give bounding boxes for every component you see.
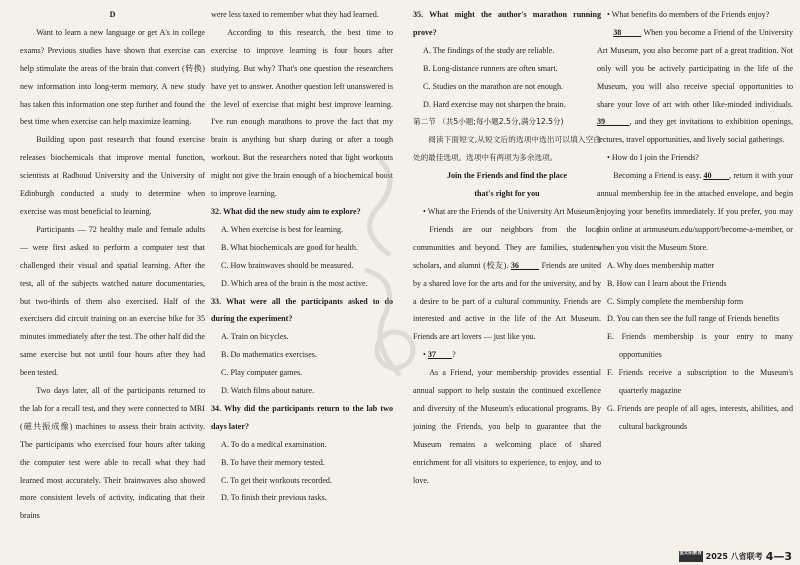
question-34-stem: 34. Why did the participants return to the lab two days later? — [211, 403, 393, 431]
p4-text-pre: Becoming a Friend is easy. — [613, 171, 704, 181]
p4-text-post: , return it with your annual membership fee in the attached envelope, and begin enjoying your benefits immediately. If you prefer, you may join online at artmuseum.edu/support/become-a-member, or when you visit the Museum Store. — [597, 171, 794, 252]
paragraph-3: Participants — 72 healthy male and female adults — were first asked to perform a computer test that challenged their visual and spatial learning. After the test, all of the subjects watched nature documentaries, but two-thirds of them also exercised. Half of the exercisers did circuit training on an exercise bike for 35 minutes immediately after the test. The other half did the same exercise but not until four hours after they had been tested. — [20, 224, 205, 378]
bullet-dot: • — [423, 350, 428, 360]
right-column-a — [413, 6, 601, 489]
q33-option-c: C. Play computer games. — [221, 368, 303, 378]
choice-b: B. How can I learn about the Friends — [607, 278, 727, 288]
choice-g: G. Friends are people of all ages, interests, abilities, and cultural backgrounds — [607, 403, 793, 431]
left-column — [20, 6, 205, 525]
blank-40[interactable]: 40 — [703, 171, 730, 181]
q35-option-b: B. Long-distance runners are often smart. — [423, 63, 558, 73]
q35-option-a: A. The findings of the study are reliable. — [423, 45, 555, 55]
p3-text-b: , and they get invitations to exhibition openings, lectures, travel opportunities, and lively social gatherings. — [597, 117, 793, 145]
page-number: 4—3 — [765, 550, 792, 563]
question-mark: ? — [452, 350, 456, 360]
q33-option-b: B. Do mathematics exercises. — [221, 350, 317, 360]
bullet-heading-1: • What are the Friends of the University Art Museum? — [423, 206, 599, 216]
friends-paragraph-4 — [597, 167, 793, 257]
p1-text-pre: Friends are our neighbors from the local communities and beyond. They are families, students, scholars, and alumni (校友). — [413, 224, 601, 270]
q32-option-a: A. When exercise is best for learning. — [221, 224, 344, 234]
bullet-heading-37 — [413, 346, 601, 364]
section-instructions: 阅读下面短文,从短文后的选项中选出可以填入空白处的最佳选项。选项中有两项为多余选项。 — [413, 135, 601, 163]
paragraph-4: Two days later, all of the participants returned to the lab for a recall test, and they were connected to MRI (磁共振成像) machines to assess their brain activity. The participants who exercised four hours after taking the computer test were able to recall what they had learned most accurately. Their brainwaves also showed more consistent levels of activity, indicating that their brains — [20, 386, 205, 521]
paragraph-1: Want to learn a new language or get A's in college exams? Previous studies have shown that exercise can help stimulate the areas of the brain that convert (转换) new information into long-term memory. A new study has taken this information one step further and found the best time when exercise can help maximize learning. — [20, 27, 205, 127]
paragraph-5: were less taxed to remember what they had learned. — [211, 10, 379, 19]
exam-label: 2025 八省联考 — [705, 552, 763, 561]
right-column-b — [597, 6, 793, 436]
paragraph-2: Building upon past research that found exercise releases biochemicals that improve mental function, scientists at Radboud University and the University of Edinburgh conducted a study to determine when exercise was most beneficial to learning. — [20, 135, 205, 216]
friends-paragraph-2: As a Friend, your membership provides essential annual support to help sustain the continued excellence and diversity of the Museum's educational programs. By joining the Friends, you help to guarantee that the Museum remains a welcoming place of shared enrichment for all visitors to experience, to enjoy, and to love. — [413, 368, 601, 485]
choice-d: D. You can then see the full range of Friends benefits — [607, 314, 780, 324]
q34-option-c: C. To get their workouts recorded. — [221, 475, 332, 485]
q34-option-d: D. To finish their previous tasks. — [221, 493, 327, 503]
q32-option-b: B. What biochemicals are good for health. — [221, 242, 358, 252]
passage-title-line-1: Join the Friends and find the place — [446, 171, 568, 181]
middle-column — [211, 6, 393, 507]
p1-text-post: Friends are united by a shared love for the arts and for the university, and by a desire to be part of a cultural community. Friends are interested and active in the life of the Art Museum. Friends are art lovers — just like you. — [413, 260, 602, 342]
blank-39[interactable]: 39 — [597, 117, 630, 127]
q34-option-a: A. To do a medical examination. — [221, 439, 327, 449]
section-letter: D — [109, 10, 116, 19]
blank-37[interactable]: 37 — [427, 350, 453, 360]
question-32-stem: 32. What did the new study aim to explore? — [211, 206, 361, 216]
friends-paragraph-3 — [597, 24, 793, 149]
section-heading: 第二节 （共5小题;每小题2.5分,满分12.5分) — [413, 117, 564, 127]
q34-option-b: B. To have their memory tested. — [221, 457, 325, 467]
passage-title-line-2: that's right for you — [474, 189, 540, 199]
publisher-logo-icon: 金太阳教育 — [679, 551, 703, 562]
paragraph-6: According to this research, the best time to exercise to improve learning is four hours after studying. But why? That's one question the researchers have yet to answer. Another question left unanswered is the level of exercise that might best improve learning. I've run enough marathons to prove the fact that my brain is anything but sharp during or after a tough workout. But the researchers noted that light workouts might not give the brain enough of a biochemical boost to improve learning. — [211, 27, 393, 199]
friends-paragraph-1 — [413, 221, 601, 346]
q32-option-d: D. Which area of the brain is the most active. — [221, 278, 368, 288]
blank-38[interactable]: 38 — [613, 27, 642, 37]
choice-e: E. Friends membership is your entry to many opportunities — [607, 332, 793, 360]
bullet-heading-2: • What benefits do members of the Friends enjoy? — [607, 10, 770, 19]
question-33-stem: 33. What were all the participants asked to do during the experiment? — [211, 296, 393, 324]
q32-option-c: C. How brainwaves should be measured. — [221, 260, 354, 270]
q33-option-a: A. Train on bicycles. — [221, 332, 289, 342]
bullet-heading-3: • How do I join the Friends? — [607, 153, 699, 163]
p3-text-a: When you become a Friend of the University Art Museum, you also become part of a great tradition. Not only will you be actively participating in the life of the Museum, you will also receive special opportunities to share your love of art with other like-minded individuals. — [597, 27, 794, 109]
choice-a: A. Why does membership matter — [607, 260, 715, 270]
choice-f: F. Friends receive a subscription to the Museum's quarterly magazine — [607, 368, 793, 396]
blank-36[interactable]: 36 — [510, 260, 540, 270]
q35-option-d: D. Hard exercise may not sharpen the brain. — [423, 99, 566, 109]
question-35-stem: 35. What might the author's marathon running prove? — [413, 10, 601, 37]
q33-option-d: D. Watch films about nature. — [221, 386, 315, 396]
q35-option-c: C. Studies on the marathon are not enough. — [423, 81, 564, 91]
choice-c: C. Simply complete the membership form — [607, 296, 744, 306]
page-footer — [679, 550, 792, 563]
